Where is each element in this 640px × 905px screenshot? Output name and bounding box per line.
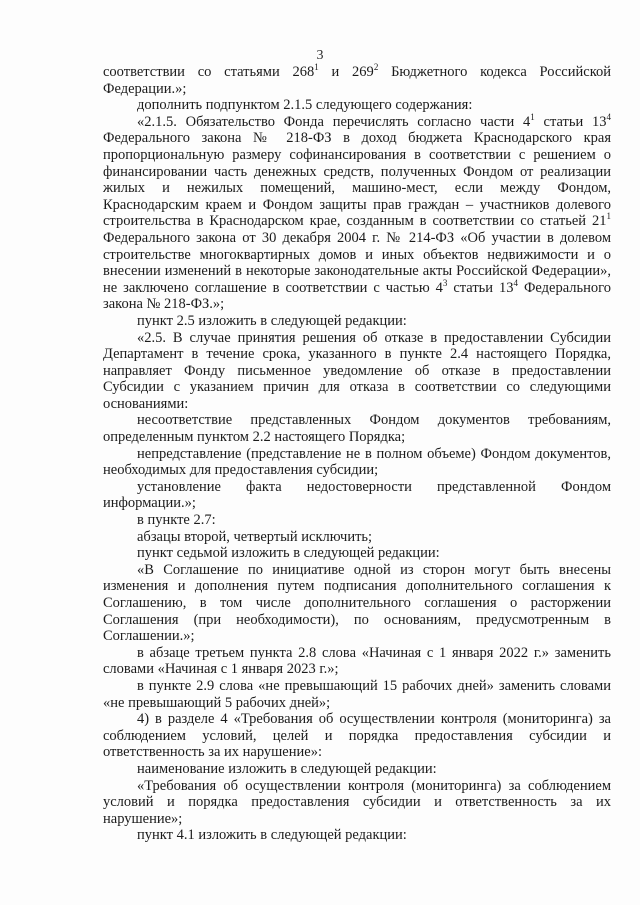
paragraph-text: статьи 13 [534, 113, 607, 130]
paragraph-text: Федерального закона № 218-ФЗ.»; [103, 279, 611, 313]
paragraph [103, 64, 611, 97]
paragraph-text: несоответствие представленных Фондом документов требованиям, определенным пунктом 2.2 настоящего Порядка; [103, 412, 611, 446]
paragraph-text: «В Соглашение по инициативе одной из сторон могут быть внесены изменения и дополнения путем подписания дополнительного соглашения к Соглашению, в том числе дополнительного соглашения о расторжении Соглашения (при необходимости), по основаниям, предусмотренным в Соглашении.»; [103, 561, 611, 645]
paragraph-text: «Требования об осуществлении контроля (мониторинга) за соблюдением условий и порядка предоставления субсидии и ответственность за их нарушение»; [103, 777, 611, 827]
paragraph-text: Федерального закона № 218-ФЗ в доход бюджета Краснодарского края пропорциональную размеру софинансирования в соответствии с решением о финансировании часть денежных средств, полученных Фондом от реализации жилых и нежилых помещений, машино-мест, если между Фондом, Краснодарским краем и Фондом защиты прав граждан – участников долевого строительства в Краснодарском крае, созданным в соответствии со статьей 21 [103, 130, 611, 230]
paragraph [103, 827, 611, 844]
paragraph-text: и 269 [318, 64, 374, 80]
paragraph [103, 479, 611, 512]
paragraph-text: Федерального закона от 30 декабря 2004 г. № 214-ФЗ «Об участии в долевом строительстве многоквартирных домов и иных объектов недвижимости и о внесении изменений в некоторые законодательные акты Российской Федерации», не заключено соглашение в соответствии с частью 4 [103, 229, 611, 296]
superscript: 4 [513, 277, 519, 288]
paragraph [103, 562, 611, 645]
superscript: 3 [442, 277, 448, 288]
paragraph-text: статьи 13 [447, 279, 514, 296]
page-number: 3 [316, 48, 324, 63]
paragraph-text: соответствии со статьями 268 [103, 64, 315, 80]
document-body [103, 64, 611, 844]
paragraph-text: дополнить подпунктом 2.1.5 следующего содержания: [137, 97, 473, 114]
paragraph [103, 412, 611, 445]
paragraph-text: абзацы второй, четвертый исключить; [137, 528, 373, 545]
paragraph-text: пункт 2.5 изложить в следующей редакции: [137, 312, 407, 329]
paragraph [103, 645, 611, 678]
paragraph [103, 111, 611, 313]
paragraph-text: «2.5. В случае принятия решения об отказе в предоставлении Субсидии Департамент в течение срока, указанного в пункте 2.4 настоящего Порядка, направляет Фонду письменное уведомление об отказе в предоставлении Субсидии с указанием причин для отказа в соответствии со следующими основаниями: [103, 329, 611, 412]
paragraph [103, 778, 611, 828]
paragraph-text: Бюджетного кодекса Российской Федерации.»; [103, 64, 612, 97]
paragraph-text: «2.1.5. Обязательство Фонда перечислять согласно части 4 [137, 113, 531, 130]
paragraph-text: установление факта недостоверности представленной Фондом информации.»; [103, 478, 611, 512]
paragraph [103, 678, 611, 711]
paragraph-text: пункт 4.1 изложить в следующей редакции: [137, 827, 407, 844]
paragraph [103, 711, 611, 761]
paragraph-text: в пункте 2.9 слова «не превышающий 15 рабочих дней» заменить словами «не превышающий 5 рабочих дней»; [103, 677, 611, 711]
paragraph-text: 4) в разделе 4 «Требования об осуществлении контроля (мониторинга) за соблюдением условий, целей и порядка предоставления субсидии и ответственность за их нарушение»: [103, 711, 611, 761]
paragraph-text: непредставление (представление не в полном объеме) Фондом документов, необходимых для предоставления субсидии; [103, 445, 611, 479]
paragraph-text: в пункте 2.7: [137, 512, 216, 529]
paragraph [103, 529, 611, 546]
paragraph [103, 761, 611, 778]
superscript: 4 [606, 111, 611, 122]
paragraph-text: наименование изложить в следующей редакции: [137, 760, 437, 777]
superscript: 1 [530, 111, 535, 122]
paragraph [103, 545, 611, 562]
paragraph [103, 330, 611, 413]
paragraph [103, 446, 611, 479]
superscript: 2 [373, 62, 379, 73]
paragraph-text: в абзаце третьем пункта 2.8 слова «Начиная с 1 января 2022 г.» заменить словами «Начиная с 1 января 2023 г.»; [103, 644, 611, 678]
paragraph-text: пункт седьмой изложить в следующей редакции: [137, 545, 440, 562]
superscript: 1 [606, 211, 611, 222]
paragraph [103, 313, 611, 330]
paragraph [103, 512, 611, 529]
superscript: 1 [314, 62, 319, 73]
